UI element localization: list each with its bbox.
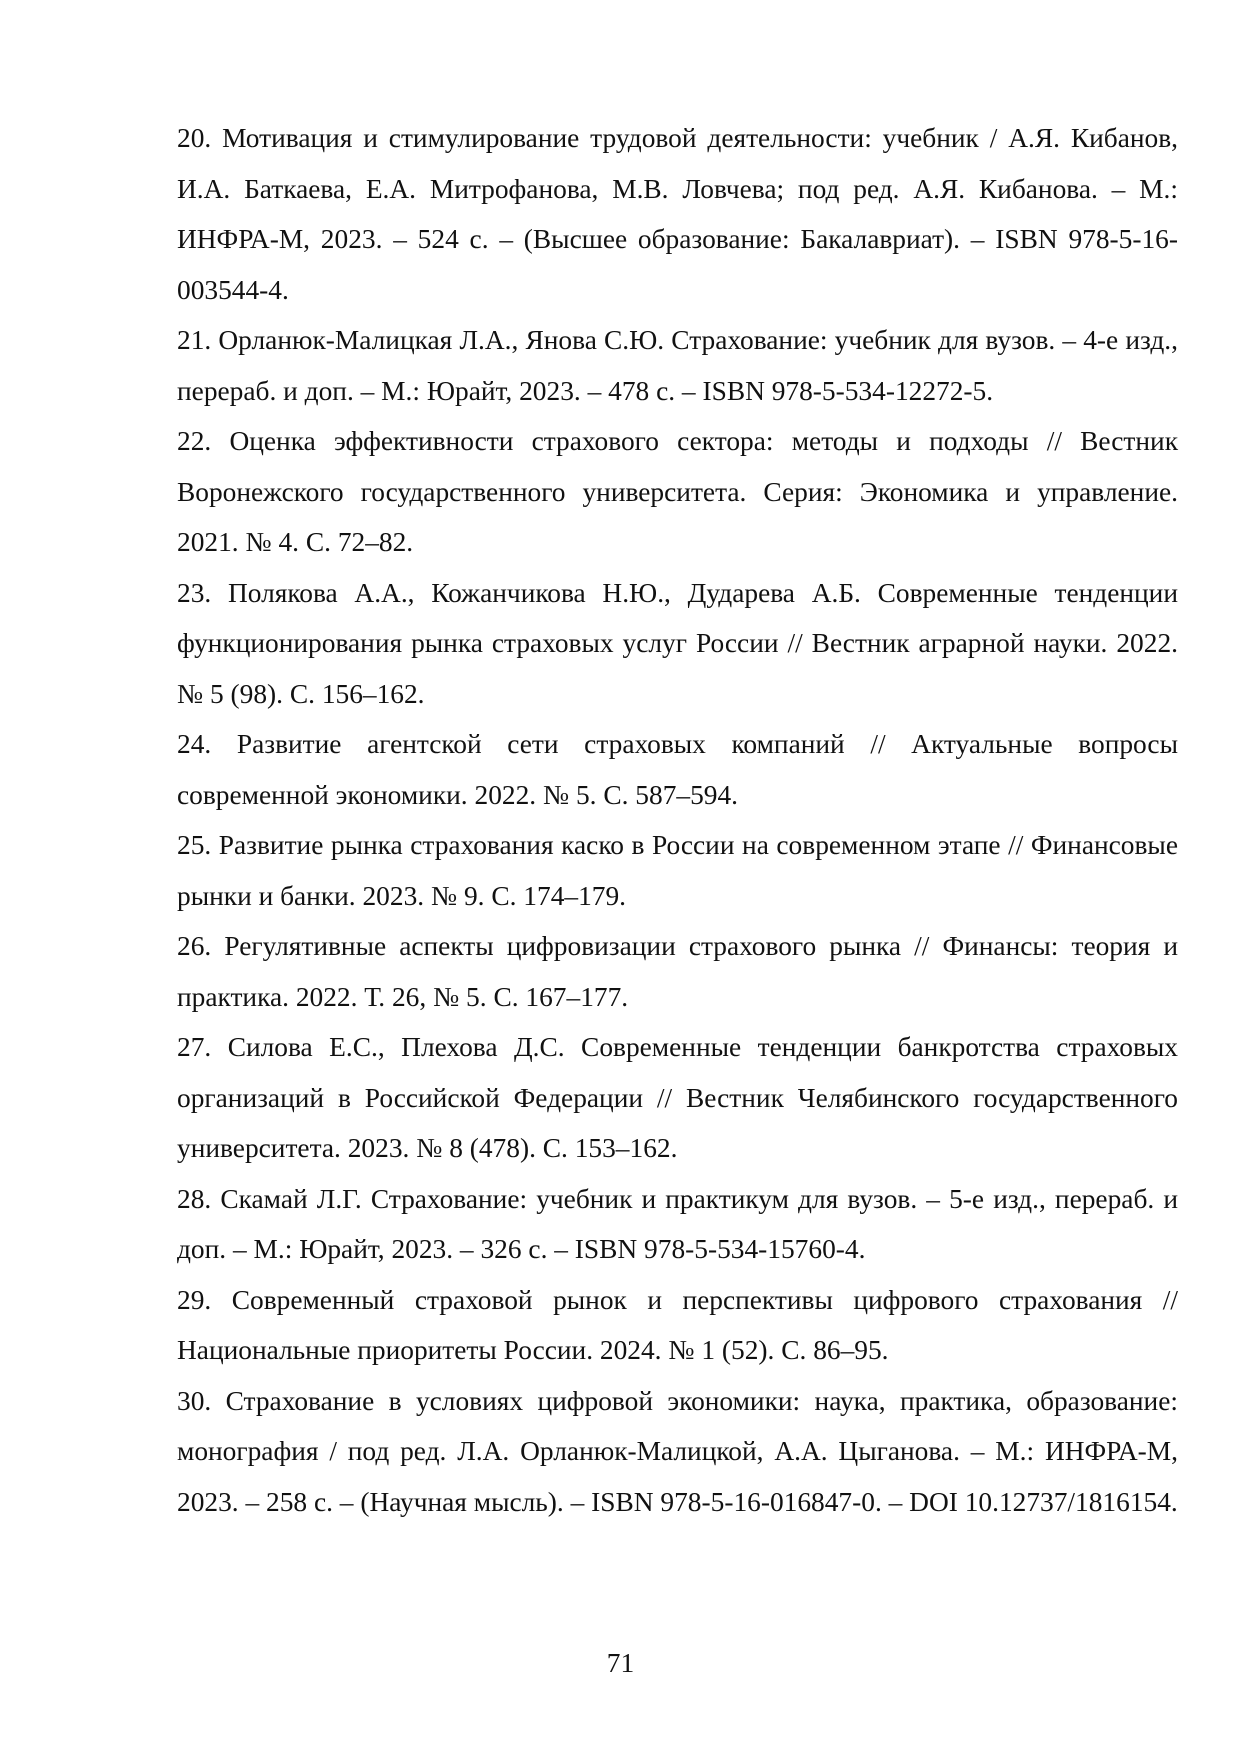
reference-item-30: 30. Страхование в условиях цифровой экономики: наука, практика, образование: монография / под ред. Л.А. Орланюк-Малицкой, А.А. Цыганова. – М.: ИНФРА-М, 2023. – 258 с. – (Научная мысль). – ISBN 978-5-16-016847-0. – DOI 10.12737/1816154.: [177, 1385, 1178, 1517]
reference-item-21: 21. Орланюк-Малицкая Л.А., Янова С.Ю. Страхование: учебник для вузов. – 4-е изд., перераб. и доп. – М.: Юрайт, 2023. – 478 с. – ISBN 978-5-534-12272-5.: [177, 325, 1178, 406]
reference-item-26: 26. Регулятивные аспекты цифровизации страхового рынка // Финансы: теория и практика. 2022. Т. 26, № 5. С. 167–177.: [177, 931, 1178, 1012]
reference-item-22: 22. Оценка эффективности страхового сектора: методы и подходы // Вестник Воронежского государственного университета. Серия: Экономика и управление. 2021. № 4. С. 72–82.: [177, 426, 1178, 557]
reference-item-28: 28. Скамай Л.Г. Страхование: учебник и практикум для вузов. – 5-е изд., перераб. и доп. – М.: Юрайт, 2023. – 326 с. – ISBN 978-5-534-15760-4.: [177, 1183, 1178, 1264]
reference-list: [177, 113, 1178, 1527]
reference-item-24: 24. Развитие агентской сети страховых компаний // Актуальные вопросы современной экономики. 2022. № 5. С. 587–594.: [177, 729, 1178, 810]
reference-item-27: 27. Силова Е.С., Плехова Д.С. Современные тенденции банкротства страховых организаций в Российской Федерации // Вестник Челябинского государственного университета. 2023. № 8 (478). С. 153–162.: [177, 1032, 1178, 1163]
reference-item-29: 29. Современный страховой рынок и перспективы цифрового страхования // Национальные приоритеты России. 2024. № 1 (52). С. 86–95.: [177, 1284, 1178, 1365]
page-number: 71: [606, 1648, 635, 1678]
reference-item-20: 20. Мотивация и стимулирование трудовой деятельности: учебник / А.Я. Кибанов, И.А. Баткаева, Е.А. Митрофанова, М.В. Ловчева; под ред. А.Я. Кибанова. – М.: ИНФРА-М, 2023. – 524 с. – (Высшее образование: Бакалавриат). – ISBN 978-5-16-003544-4.: [177, 123, 1178, 305]
reference-item-25: 25. Развитие рынка страхования каско в России на современном этапе // Финансовые рынки и банки. 2023. № 9. С. 174–179.: [177, 830, 1178, 911]
reference-item-23: 23. Полякова А.А., Кожанчикова Н.Ю., Дударева А.Б. Современные тенденции функционирования рынка страховых услуг России // Вестник аграрной науки. 2022. № 5 (98). С. 156–162.: [177, 577, 1178, 709]
